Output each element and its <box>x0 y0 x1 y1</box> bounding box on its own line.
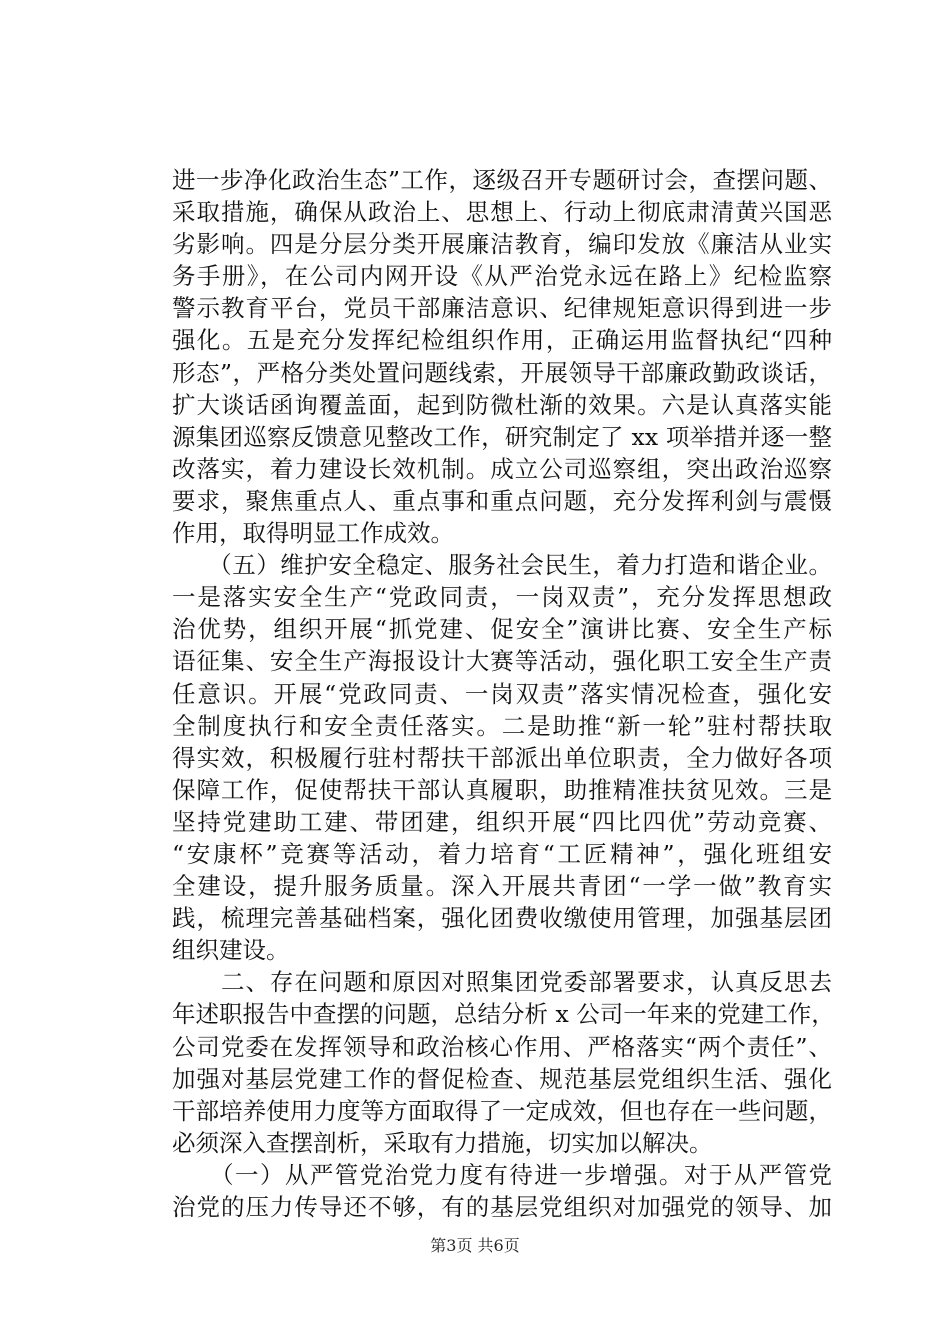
text-line: 全制度执行和安全责任落实。二是助推“新一轮”驻村帮扶取 <box>172 711 832 740</box>
text-line: 要求，聚焦重点人、重点事和重点问题，充分发挥利剑与震慑 <box>172 486 832 515</box>
text-line: 一是落实安全生产“党政同责，一岗双责”，充分发挥思想政 <box>172 583 832 612</box>
text-line: 进一步净化政治生态”工作，逐级召开专题研讨会，查摆问题、 <box>172 166 832 194</box>
text-line: 年述职报告中查摆的问题，总结分析 x 公司一年来的党建工作， <box>172 1000 835 1029</box>
text-line: 必须深入查摆剖析，采取有力措施，切实加以解决。 <box>172 1128 713 1157</box>
text-line: 保障工作，促使帮扶干部认真履职，助推精准扶贫见效。三是 <box>172 775 832 804</box>
text-line: 采取措施，确保从政治上、思想上、行动上彻底肃清黄兴国恶 <box>172 198 832 227</box>
text-line: 务手册》，在公司内网开设《从严治党永远在路上》纪检监察 <box>172 262 832 291</box>
text-line: 强化。五是充分发挥纪检组织作用，正确运用监督执纪“四种 <box>172 326 832 355</box>
text-line: 治党的压力传导还不够，有的基层党组织对加强党的领导、加 <box>172 1193 832 1221</box>
text-line: 公司党委在发挥领导和政治核心作用、严格落实“两个责任”、 <box>172 1032 832 1061</box>
text-line: 得实效，积极履行驻村帮扶干部派出单位职责，全力做好各项 <box>172 743 832 772</box>
text-line: （五）维护安全稳定、服务社会民生，着力打造和谐企业。 <box>172 551 832 580</box>
text-line: 形态”，严格分类处置问题线索，开展领导干部廉政勤政谈话， <box>172 358 832 387</box>
text-line: 践，梳理完善基础档案，强化团费收缴使用管理，加强基层团 <box>172 904 832 933</box>
text-line: 改落实，着力建设长效机制。成立公司巡察组，突出政治巡察 <box>172 454 832 483</box>
text-line: 任意识。开展“党政同责、一岗双责”落实情况检查，强化安 <box>172 679 832 708</box>
text-line: 坚持党建助工建、带团建，组织开展“四比四优”劳动竞赛、 <box>172 807 832 836</box>
text-line: 语征集、安全生产海报设计大赛等活动，强化职工安全生产责 <box>172 647 832 676</box>
text-line: 警示教育平台，党员干部廉洁意识、纪律规矩意识得到进一步 <box>172 294 832 323</box>
text-line: “安康杯”竞赛等活动，着力培育“工匠精神”，强化班组安 <box>172 839 832 868</box>
text-line: 二、存在问题和原因对照集团党委部署要求，认真反思去 <box>172 968 832 997</box>
text-line: 源集团巡察反馈意见整改工作，研究制定了 xx 项举措并逐一整 <box>172 422 832 451</box>
text-line: 组织建设。 <box>172 936 290 965</box>
text-line: 加强对基层党建工作的督促检查、规范基层党组织生活、强化 <box>172 1064 832 1093</box>
text-line: 全建设，提升服务质量。深入开展共青团“一学一做”教育实 <box>172 872 832 901</box>
text-line: 扩大谈话函询覆盖面，起到防微杜渐的效果。六是认真落实能 <box>172 390 832 419</box>
text-line: 治优势，组织开展“抓党建、促安全”演讲比赛、安全生产标 <box>172 615 832 644</box>
text-line: 劣影响。四是分层分类开展廉洁教育，编印发放《廉洁从业实 <box>172 230 832 259</box>
text-line: （一）从严管党治党力度有待进一步增强。对于从严管党 <box>172 1160 832 1189</box>
text-line: 作用，取得明显工作成效。 <box>172 519 454 548</box>
page-footer: 第3页 共6页 <box>430 1236 520 1255</box>
body-text <box>172 164 835 1223</box>
text-line: 干部培养使用力度等方面取得了一定成效，但也存在一些问题， <box>172 1096 832 1125</box>
